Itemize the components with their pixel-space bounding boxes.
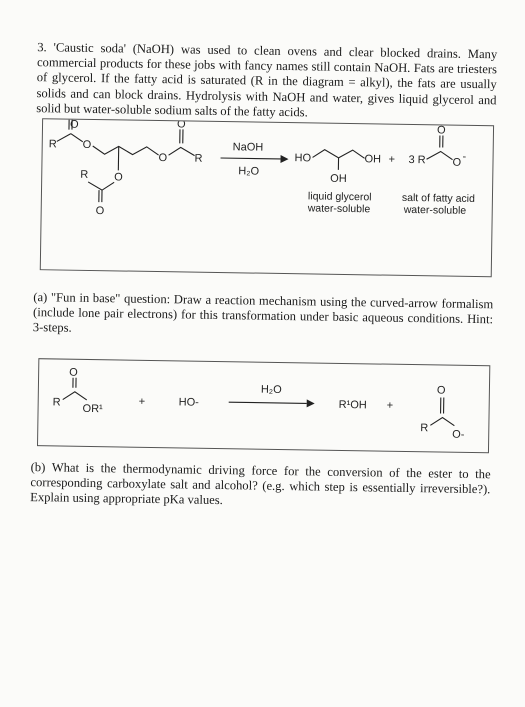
atom-label: O: [452, 157, 461, 169]
hydroxide-label: HO-: [179, 396, 200, 408]
plus-sign: +: [387, 400, 394, 412]
question-number: 3.: [37, 40, 47, 54]
glycerol-chain: [93, 146, 159, 155]
atom-label: R: [194, 153, 202, 165]
saponification-scheme: [40, 118, 494, 277]
glycerol-bonds: [312, 149, 364, 170]
saponification-diagram: [41, 119, 493, 276]
atom-label: O: [83, 139, 92, 151]
ester-hydrolysis-scheme: [37, 358, 490, 453]
atom-label: O: [158, 152, 167, 164]
atom-label: R: [420, 422, 428, 434]
reaction-arrow: [229, 383, 315, 407]
question-intro-text: 'Caustic soda' (NaOH) was used to clean ovens and clear blocked drains. Many commercial products for these jobs with fancy names still contain NaOH. Fats are triesters of glycerol. If the fatty acid is saturated (R in the diagram = alkyl), the fats are usually solids and can block drains. Hydrolysis with NaOH and water, gives liquid glycerol and solid but water-soluble sodium salts of the fatty acids.: [36, 40, 497, 119]
carboxylate-bonds: [430, 397, 454, 425]
carboxylate-structure: [402, 124, 477, 217]
atom-label: O: [69, 367, 78, 379]
reagent-water: H₂O: [261, 384, 282, 396]
reaction-arrow: [220, 141, 289, 178]
atom-label: O-: [452, 429, 465, 441]
part-a-text: (a) "Fun in base" question: Draw a reaction mechanism using the curved-arrow formalism (include lone pair electrons) for this transformation under basic aqueous conditions. Hint: 3-steps.: [33, 290, 494, 343]
atom-label: O: [96, 205, 105, 217]
ester-bond: [88, 182, 114, 202]
atom-label: O: [177, 119, 186, 130]
atom-label: O: [437, 384, 446, 396]
glycerol-structure: [294, 149, 382, 215]
atom-label: HO: [294, 152, 311, 164]
salt-caption: water-soluble: [403, 204, 467, 217]
atom-label: R: [49, 138, 57, 150]
carboxylate-structure: [420, 384, 465, 441]
atom-label: R: [53, 396, 61, 408]
plus-sign: +: [139, 396, 146, 408]
salt-caption: salt of fatty acid: [402, 192, 475, 205]
ester-bonds: [63, 378, 87, 400]
ester-structure: [52, 366, 103, 415]
atom-label: OR¹: [82, 403, 103, 415]
charge-label: -: [462, 151, 466, 163]
atom-label: OH: [364, 153, 381, 165]
atom-label: OH: [330, 173, 347, 185]
question-intro: [36, 40, 497, 123]
atom-label: R: [80, 169, 88, 181]
ester-hydrolysis-diagram: [38, 359, 489, 452]
exam-sheet: [19, 0, 500, 707]
coefficient-label: 3 R: [408, 154, 425, 166]
reagent-water: H₂O: [238, 165, 259, 177]
atom-label: O: [70, 119, 79, 131]
part-b-text: (b) What is the thermodynamic driving force for the conversion of the ester to the corresponding carboxylate salt and alcohol? (e.g. which step is essentially irreversible?). Explain using appropriate pKa values.: [30, 460, 491, 513]
ester-bond: [169, 129, 195, 155]
plus-sign: +: [388, 154, 395, 166]
glycerol-caption: liquid glycerol: [308, 190, 372, 203]
glycerol-caption: water-soluble: [307, 202, 371, 215]
atom-label: O: [437, 124, 446, 136]
carboxylate-bonds: [427, 135, 453, 159]
triglyceride-structure: [48, 119, 204, 219]
alcohol-label: R¹OH: [339, 399, 367, 411]
atom-label: O: [114, 171, 123, 183]
reagent-naoh: NaOH: [233, 141, 264, 153]
